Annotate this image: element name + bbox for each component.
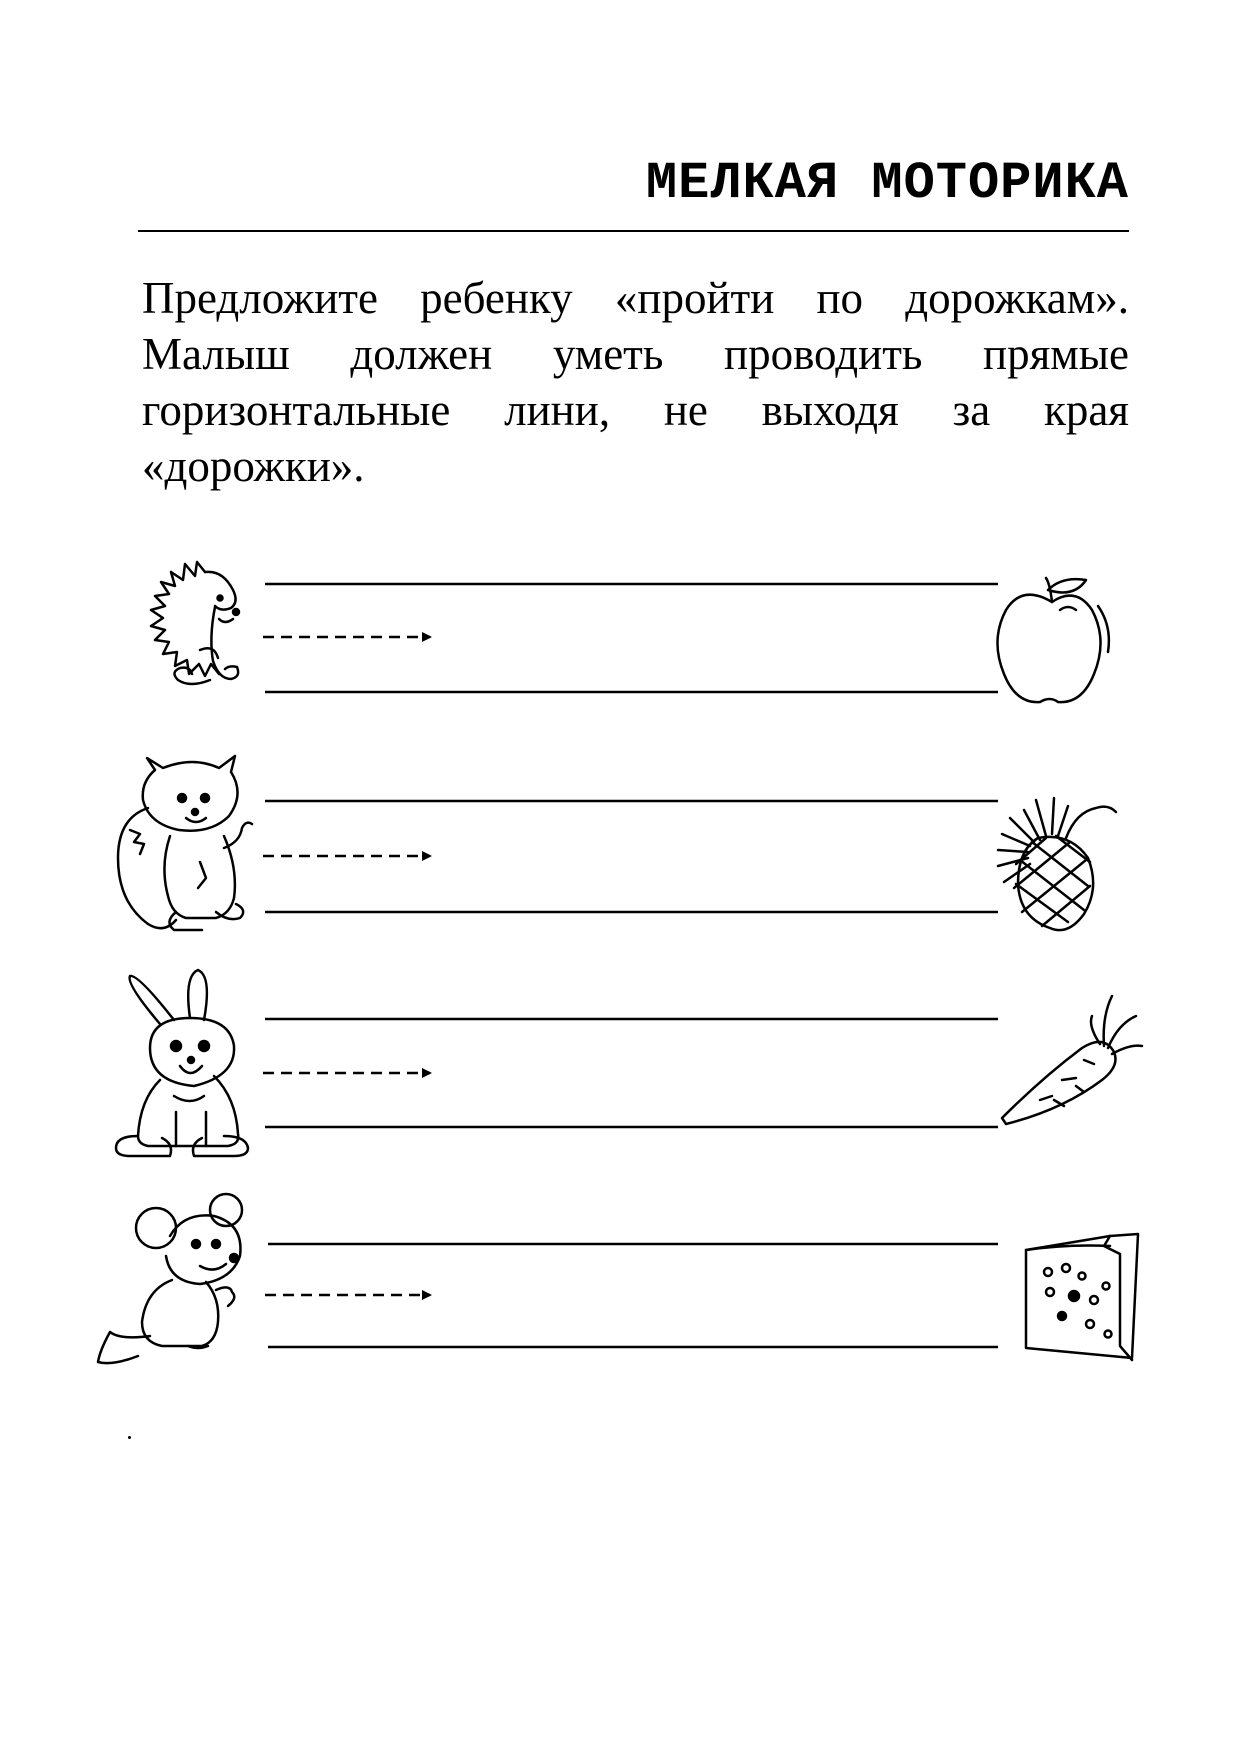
squirrel-icon bbox=[118, 756, 252, 930]
hare-icon bbox=[116, 970, 248, 1156]
hedgehog-icon bbox=[151, 562, 239, 684]
track-row bbox=[98, 1194, 1138, 1363]
apple-icon bbox=[997, 578, 1108, 702]
mouse-icon bbox=[98, 1194, 242, 1363]
track-row bbox=[151, 562, 1109, 702]
instruction-line: горизонтальные лини, не выходя за края bbox=[142, 385, 1129, 435]
instruction-line: «дорожки». bbox=[142, 441, 365, 491]
page-title: МЕЛКАЯ МОТОРИКА bbox=[645, 154, 1129, 213]
print-speck bbox=[128, 1436, 131, 1439]
instruction-line: Предложите ребенку «пройти по дорожкам». bbox=[142, 273, 1129, 323]
cheese-icon bbox=[1026, 1234, 1138, 1360]
pine-cone-icon bbox=[998, 798, 1116, 930]
instruction-line: Малыш должен уметь проводить прямые bbox=[142, 329, 1129, 379]
carrot-icon bbox=[1002, 996, 1142, 1124]
track-row bbox=[118, 756, 1116, 930]
track-row bbox=[116, 970, 1142, 1156]
